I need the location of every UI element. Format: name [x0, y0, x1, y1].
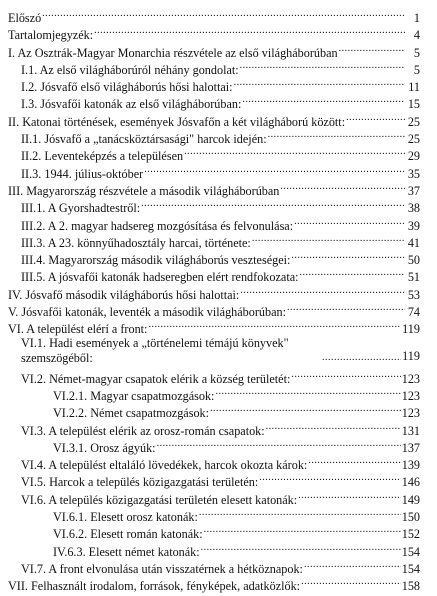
toc-entry-title: II.1. Jósvafő a „tanácsköztársasági" harcok idején: [21, 132, 267, 147]
toc-entry-page-number: 139 [401, 458, 420, 473]
toc-entry-page-number: 154 [401, 561, 420, 576]
dot-leader [294, 213, 405, 230]
toc-entry-page-number: 15 [407, 97, 420, 112]
toc-entry-page-number: 119 [402, 349, 420, 364]
dot-leader [287, 299, 405, 316]
toc-entry-title: I.1. Az első világháborúról néhány gondolat: [21, 62, 239, 77]
toc-entry-title: VI.2.1. Magyar csapatmozgások: [53, 388, 215, 403]
toc-entry-title: III.1. A Gyorshadtestről: [21, 201, 141, 216]
toc-entry-page-number: 38 [407, 201, 420, 216]
toc-entry-page-number: 25 [407, 132, 420, 147]
toc-entry-page-number: 39 [407, 218, 420, 233]
toc-entry-page-number: 53 [407, 287, 420, 302]
toc-entry-title: II.3. 1944. július-október [21, 166, 144, 181]
toc-entry-page-number: 131 [401, 423, 420, 438]
toc-entry-page-number: 5 [413, 62, 420, 77]
dot-leader [339, 40, 405, 57]
dot-leader [242, 91, 405, 108]
dot-leader [42, 5, 405, 22]
dot-leader [234, 74, 405, 91]
toc-entry-title: IV. Jósvafő második világháborús hősi halottai: [8, 287, 240, 302]
toc-entry-title: III. Magyarország részvétele a második világháborúban [8, 183, 280, 198]
toc-entry-page-number: 119 [402, 322, 420, 337]
dot-leader [215, 383, 400, 400]
toc-entry-title: II. Katonai történések, események Jósvafőn a két világháború között: [8, 114, 346, 129]
toc-entry-title: Előszó [8, 11, 42, 25]
dot-leader [201, 539, 401, 556]
toc-entry-title: VI.7. A front elvonulása után visszatérnek a hétköznapok: [21, 561, 303, 576]
toc-entry-title: I.2. Jósvafő első világháborús hősi halottai: [21, 80, 233, 95]
toc-entry-page-number: 146 [401, 475, 420, 490]
dot-leader [210, 400, 401, 417]
toc-entry-title: VI.3.1. Orosz ágyúk: [53, 440, 156, 455]
toc-entry-page-number: 123 [401, 388, 420, 403]
dot-leader [280, 178, 405, 195]
toc-entry-page-number: 158 [401, 579, 420, 594]
toc-entry-title: Tartalomjegyzék: [8, 28, 94, 43]
toc-entry-page-number: 1 [413, 11, 420, 25]
dot-leader [298, 487, 401, 504]
toc-entry-title: III.5. A jósvafői katonák hadseregben elért rendfokozata: [21, 270, 299, 285]
toc-entry-title: VI.6.2. Elesett román katonák: [53, 527, 203, 542]
toc-entry [8, 22, 420, 43]
dot-leader [199, 504, 401, 521]
dot-leader [266, 418, 401, 435]
dot-leader [346, 109, 405, 126]
toc-entry-title: VI. A települést elérí a front: [8, 322, 148, 337]
toc-entry-page-number: 152 [401, 527, 420, 542]
toc-entry-title: VI.4. A települést eltaláló lövedékek, harcok okozta károk: [21, 458, 308, 473]
toc-entry-title: I. Az Osztrák-Magyar Monarchia részvétele az első világháborúban [8, 45, 338, 60]
toc-entry-page-number: 137 [401, 440, 420, 455]
toc-entry-page-number: 123 [401, 406, 420, 421]
dot-leader [240, 282, 405, 299]
toc-entry-title: II.2. Leventeképzés a településen [21, 149, 184, 164]
toc-entry-title: VI.1. Hadi események a „történelemi témájú könyvek" szemszögéből: [21, 335, 289, 365]
toc-entry-title: I.3. Jósvafői katonák az első világháborúban: [21, 97, 242, 112]
toc-entry-page-number: 74 [407, 305, 420, 320]
dot-leader [184, 143, 405, 160]
toc-entry-title: VII. Felhasznált irodalom, források, fényképek, adatközlők: [8, 579, 301, 594]
toc-entry-page-number: 25 [407, 114, 420, 129]
toc-entry-title: VI.2. Német-magyar csapatok elérik a község területét: [21, 371, 291, 386]
dot-leader [300, 264, 406, 281]
toc-entry-page-number: 11 [408, 80, 420, 95]
dot-leader [94, 22, 405, 39]
toc-entry-title: III.4. Magyarország második világháborús veszteségei: [21, 253, 291, 268]
dot-leader [301, 573, 401, 590]
dot-leader [304, 556, 401, 573]
toc-entry-page-number: 51 [407, 270, 420, 285]
toc-entry-title: VI.2.2. Német csapatmozgások: [53, 406, 210, 421]
dot-leader [252, 230, 405, 247]
toc-entry-title: VI.3. A települést elérik az orosz-román csapatok: [21, 423, 265, 438]
toc-entry [8, 366, 420, 386]
toc-entry [8, 5, 420, 25]
toc-entry-title: III.2. A 2. magyar hadsereg mozgósítása és felvonulása: [21, 218, 294, 233]
dot-leader [291, 366, 400, 383]
toc-entry-title: VI.5. Harcok a település közigazgatási területén: [21, 475, 259, 490]
toc-entry-page-number: 37 [407, 183, 420, 198]
dot-leader [148, 316, 401, 333]
toc-entry [8, 334, 420, 366]
toc-entry-title: III.3. A 23. könnyűhadosztály harcai, története: [21, 235, 251, 250]
toc-entry-page-number: 35 [407, 166, 420, 181]
toc-entry-title: V. Jósvafői katonák, leventék a második világháborúban: [8, 305, 286, 320]
toc-entry-page-number: 41 [407, 235, 420, 250]
dot-leader [259, 469, 401, 486]
toc-entry-title: VI.6.1. Elesett orosz katonák: [53, 510, 198, 525]
toc-entry-page-number: 149 [401, 492, 420, 507]
dot-leader [322, 349, 401, 366]
dot-leader [144, 161, 405, 178]
dot-leader [204, 521, 401, 538]
toc-entry-title: VI.6. A település közigazgatási területén elesett katonák: [21, 492, 298, 507]
toc-entry-page-number: 29 [407, 149, 420, 164]
dot-leader [308, 452, 400, 469]
table-of-contents [8, 5, 420, 594]
dot-leader [291, 247, 405, 264]
toc-entry-title: IV.6.3. Elesett német katonák: [53, 544, 200, 559]
dot-leader [268, 126, 405, 143]
toc-entry-page-number: 50 [407, 253, 420, 268]
toc-entry-page-number: 154 [401, 544, 420, 559]
dot-leader [157, 435, 401, 452]
dot-leader [141, 195, 405, 212]
toc-entry-page-number: 4 [413, 28, 420, 43]
dot-leader [240, 57, 405, 74]
toc-entry-page-number: 123 [401, 371, 420, 386]
toc-entry-page-number: 150 [401, 510, 420, 525]
toc-entry-page-number: 5 [413, 45, 420, 60]
